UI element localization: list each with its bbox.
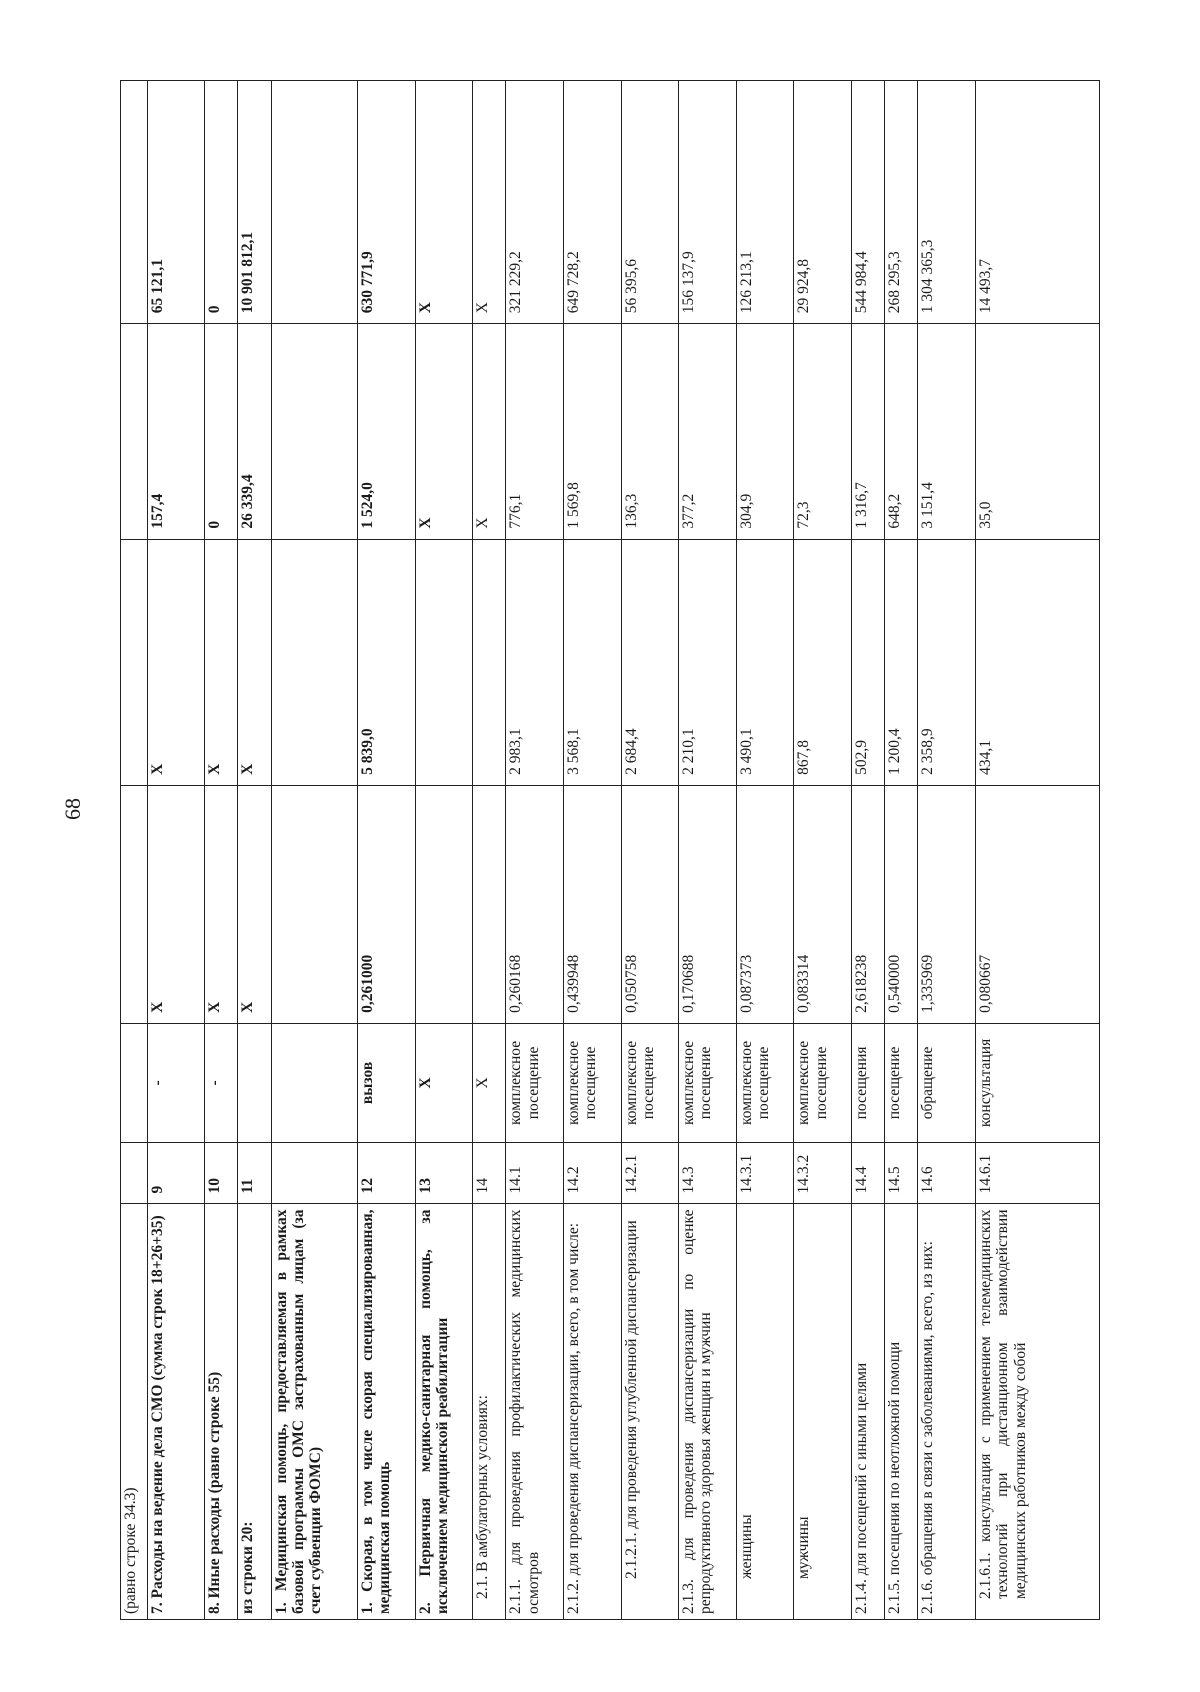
table-row — [794, 81, 852, 1620]
row-unit: комплексное посещение — [679, 1023, 737, 1142]
row-code: 14.5 — [885, 1142, 918, 1204]
row-unit — [121, 1023, 148, 1142]
table-row — [205, 81, 238, 1620]
row-name: 2.1.2.1. для проведения углубленной диспансеризации — [621, 1204, 679, 1620]
row-norm-cost: 2 684,4 — [621, 539, 679, 785]
row-norm-cost: Х — [205, 539, 238, 785]
row-norm-cost: 2 983,1 — [506, 539, 564, 785]
row-per-capita: 1 569,8 — [563, 324, 621, 539]
row-name: 7. Расходы на ведение дела СМО (сумма строк 18+26+35) — [147, 1204, 205, 1620]
row-norm-cost — [271, 539, 357, 785]
row-norm-cost: 5 839,0 — [357, 539, 415, 785]
row-unit: Х — [473, 1023, 506, 1142]
row-per-capita: 648,2 — [885, 324, 918, 539]
row-name: женщины — [736, 1204, 794, 1620]
row-per-capita: 1 524,0 — [357, 324, 415, 539]
row-norm-cost: 502,9 — [851, 539, 884, 785]
row-unit: обращение — [918, 1023, 976, 1142]
row-norm-volume: Х — [147, 785, 205, 1023]
row-name: 2.1.2. для проведения диспансеризации, всего, в том числе: — [563, 1204, 621, 1620]
row-norm-volume: 0,050758 — [621, 785, 679, 1023]
row-total-cost — [271, 81, 357, 324]
row-per-capita — [121, 324, 148, 539]
row-norm-volume: Х — [238, 785, 271, 1023]
row-norm-cost — [415, 539, 473, 785]
row-per-capita — [271, 324, 357, 539]
table-row — [885, 81, 918, 1620]
row-norm-volume: 0,083314 — [794, 785, 852, 1023]
row-per-capita: 776,1 — [506, 324, 564, 539]
row-per-capita: 157,4 — [147, 324, 205, 539]
row-norm-volume: 0,260168 — [506, 785, 564, 1023]
row-total-cost: 268 295,3 — [885, 81, 918, 324]
row-code: 14.3.2 — [794, 1142, 852, 1204]
table-row — [121, 81, 148, 1620]
row-per-capita: 0 — [205, 324, 238, 539]
row-norm-cost: Х — [238, 539, 271, 785]
row-unit: вызов — [357, 1023, 415, 1142]
row-norm-volume: 1,335969 — [918, 785, 976, 1023]
row-norm-volume: Х — [205, 785, 238, 1023]
row-unit: комплексное посещение — [563, 1023, 621, 1142]
row-code: 14.1 — [506, 1142, 564, 1204]
table-row — [238, 81, 271, 1620]
row-unit: комплексное посещение — [736, 1023, 794, 1142]
table-row — [679, 81, 737, 1620]
row-name: 2.1.6.1. консультация с применением телемедицинских технологий при дистанционном взаимодействии медицинских работников между собой — [975, 1204, 1099, 1620]
row-name: 2.1.5. посещения по неотложной помощи — [885, 1204, 918, 1620]
row-norm-cost: 867,8 — [794, 539, 852, 785]
table-row — [357, 81, 415, 1620]
row-name: 2.1.4. для посещений с иными целями — [851, 1204, 884, 1620]
row-norm-cost: 1 200,4 — [885, 539, 918, 785]
row-unit: комплексное посещение — [506, 1023, 564, 1142]
row-total-cost: 14 493,7 — [975, 81, 1099, 324]
row-code: 11 — [238, 1142, 271, 1204]
row-total-cost: 649 728,2 — [563, 81, 621, 324]
row-norm-cost: Х — [147, 539, 205, 785]
row-name: 1. Медицинская помощь, предоставляемая в рамках базовой программы ОМС застрахованным лицам (за счет субвенции ФОМС) — [271, 1204, 357, 1620]
table-row — [975, 81, 1099, 1620]
row-code: 14.4 — [851, 1142, 884, 1204]
table-row — [147, 81, 205, 1620]
table-row — [918, 81, 976, 1620]
row-norm-cost: 3 568,1 — [563, 539, 621, 785]
row-unit: - — [147, 1023, 205, 1142]
row-total-cost: Х — [473, 81, 506, 324]
row-norm-volume: 0,261000 — [357, 785, 415, 1023]
row-total-cost: Х — [415, 81, 473, 324]
row-code: 14.2 — [563, 1142, 621, 1204]
row-name: 2. Первичная медико-санитарная помощь, за исключением медицинской реабилитации — [415, 1204, 473, 1620]
page-number: 68 — [60, 798, 85, 820]
row-total-cost: 544 984,4 — [851, 81, 884, 324]
table-row — [736, 81, 794, 1620]
row-per-capita: 377,2 — [679, 324, 737, 539]
row-total-cost: 630 771,9 — [357, 81, 415, 324]
row-name: 2.1. В амбулаторных условиях: — [473, 1204, 506, 1620]
row-total-cost: 65 121,1 — [147, 81, 205, 324]
table-row — [851, 81, 884, 1620]
row-code: 14.6 — [918, 1142, 976, 1204]
row-per-capita: 136,3 — [621, 324, 679, 539]
row-name: 8. Иные расходы (равно строке 55) — [205, 1204, 238, 1620]
row-unit: Х — [415, 1023, 473, 1142]
row-norm-volume — [473, 785, 506, 1023]
row-unit: комплексное посещение — [794, 1023, 852, 1142]
row-unit: посещения — [851, 1023, 884, 1142]
row-code — [271, 1142, 357, 1204]
table-row — [473, 81, 506, 1620]
row-norm-volume — [271, 785, 357, 1023]
row-norm-cost: 434,1 — [975, 539, 1099, 785]
row-norm-volume — [415, 785, 473, 1023]
row-total-cost: 156 137,9 — [679, 81, 737, 324]
row-total-cost: 321 229,2 — [506, 81, 564, 324]
table-row — [506, 81, 564, 1620]
row-per-capita: 3 151,4 — [918, 324, 976, 539]
row-total-cost: 56 395,6 — [621, 81, 679, 324]
row-norm-volume: 0,439948 — [563, 785, 621, 1023]
row-unit: комплексное посещение — [621, 1023, 679, 1142]
row-unit — [271, 1023, 357, 1142]
row-per-capita: 72,3 — [794, 324, 852, 539]
row-total-cost: 126 213,1 — [736, 81, 794, 324]
row-norm-cost: 2 358,9 — [918, 539, 976, 785]
row-unit: консультация — [975, 1023, 1099, 1142]
row-code: 12 — [357, 1142, 415, 1204]
row-name: из строки 20: — [238, 1204, 271, 1620]
row-total-cost: 1 304 365,3 — [918, 81, 976, 324]
row-per-capita: Х — [415, 324, 473, 539]
row-code: 14.3.1 — [736, 1142, 794, 1204]
row-norm-cost — [473, 539, 506, 785]
row-norm-cost: 2 210,1 — [679, 539, 737, 785]
row-unit: - — [205, 1023, 238, 1142]
row-norm-cost: 3 490,1 — [736, 539, 794, 785]
row-code: 13 — [415, 1142, 473, 1204]
table-row — [271, 81, 357, 1620]
row-per-capita: 1 316,7 — [851, 324, 884, 539]
row-per-capita: 35,0 — [975, 324, 1099, 539]
row-norm-volume — [121, 785, 148, 1023]
row-total-cost: 10 901 812,1 — [238, 81, 271, 324]
row-unit: посещение — [885, 1023, 918, 1142]
row-norm-volume: 0,540000 — [885, 785, 918, 1023]
row-norm-volume: 0,087373 — [736, 785, 794, 1023]
row-name: мужчины — [794, 1204, 852, 1620]
table-row — [621, 81, 679, 1620]
row-per-capita: Х — [473, 324, 506, 539]
row-code: 9 — [147, 1142, 205, 1204]
row-per-capita: 304,9 — [736, 324, 794, 539]
table-row — [563, 81, 621, 1620]
row-name: 2.1.6. обращения в связи с заболеваниями, всего, из них: — [918, 1204, 976, 1620]
financing-table — [120, 80, 1100, 1620]
row-total-cost — [121, 81, 148, 324]
row-name: 1. Скорая, в том числе скорая специализированная, медицинская помощь — [357, 1204, 415, 1620]
row-code: 14.2.1 — [621, 1142, 679, 1204]
row-code: 10 — [205, 1142, 238, 1204]
row-name: 2.1.3. для проведения диспансеризации по оценке репродуктивного здоровья женщин и мужчин — [679, 1204, 737, 1620]
row-total-cost: 29 924,8 — [794, 81, 852, 324]
row-per-capita: 26 339,4 — [238, 324, 271, 539]
table-row — [415, 81, 473, 1620]
row-name: 2.1.1. для проведения профилактических медицинских осмотров — [506, 1204, 564, 1620]
row-norm-cost — [121, 539, 148, 785]
row-norm-volume: 0,080667 — [975, 785, 1099, 1023]
row-total-cost: 0 — [205, 81, 238, 324]
row-code — [121, 1142, 148, 1204]
row-code: 14 — [473, 1142, 506, 1204]
row-unit — [238, 1023, 271, 1142]
row-name: (равно строке 34.3) — [121, 1204, 148, 1620]
row-code: 14.3 — [679, 1142, 737, 1204]
row-norm-volume: 0,170688 — [679, 785, 737, 1023]
row-norm-volume: 2,618238 — [851, 785, 884, 1023]
row-code: 14.6.1 — [975, 1142, 1099, 1204]
